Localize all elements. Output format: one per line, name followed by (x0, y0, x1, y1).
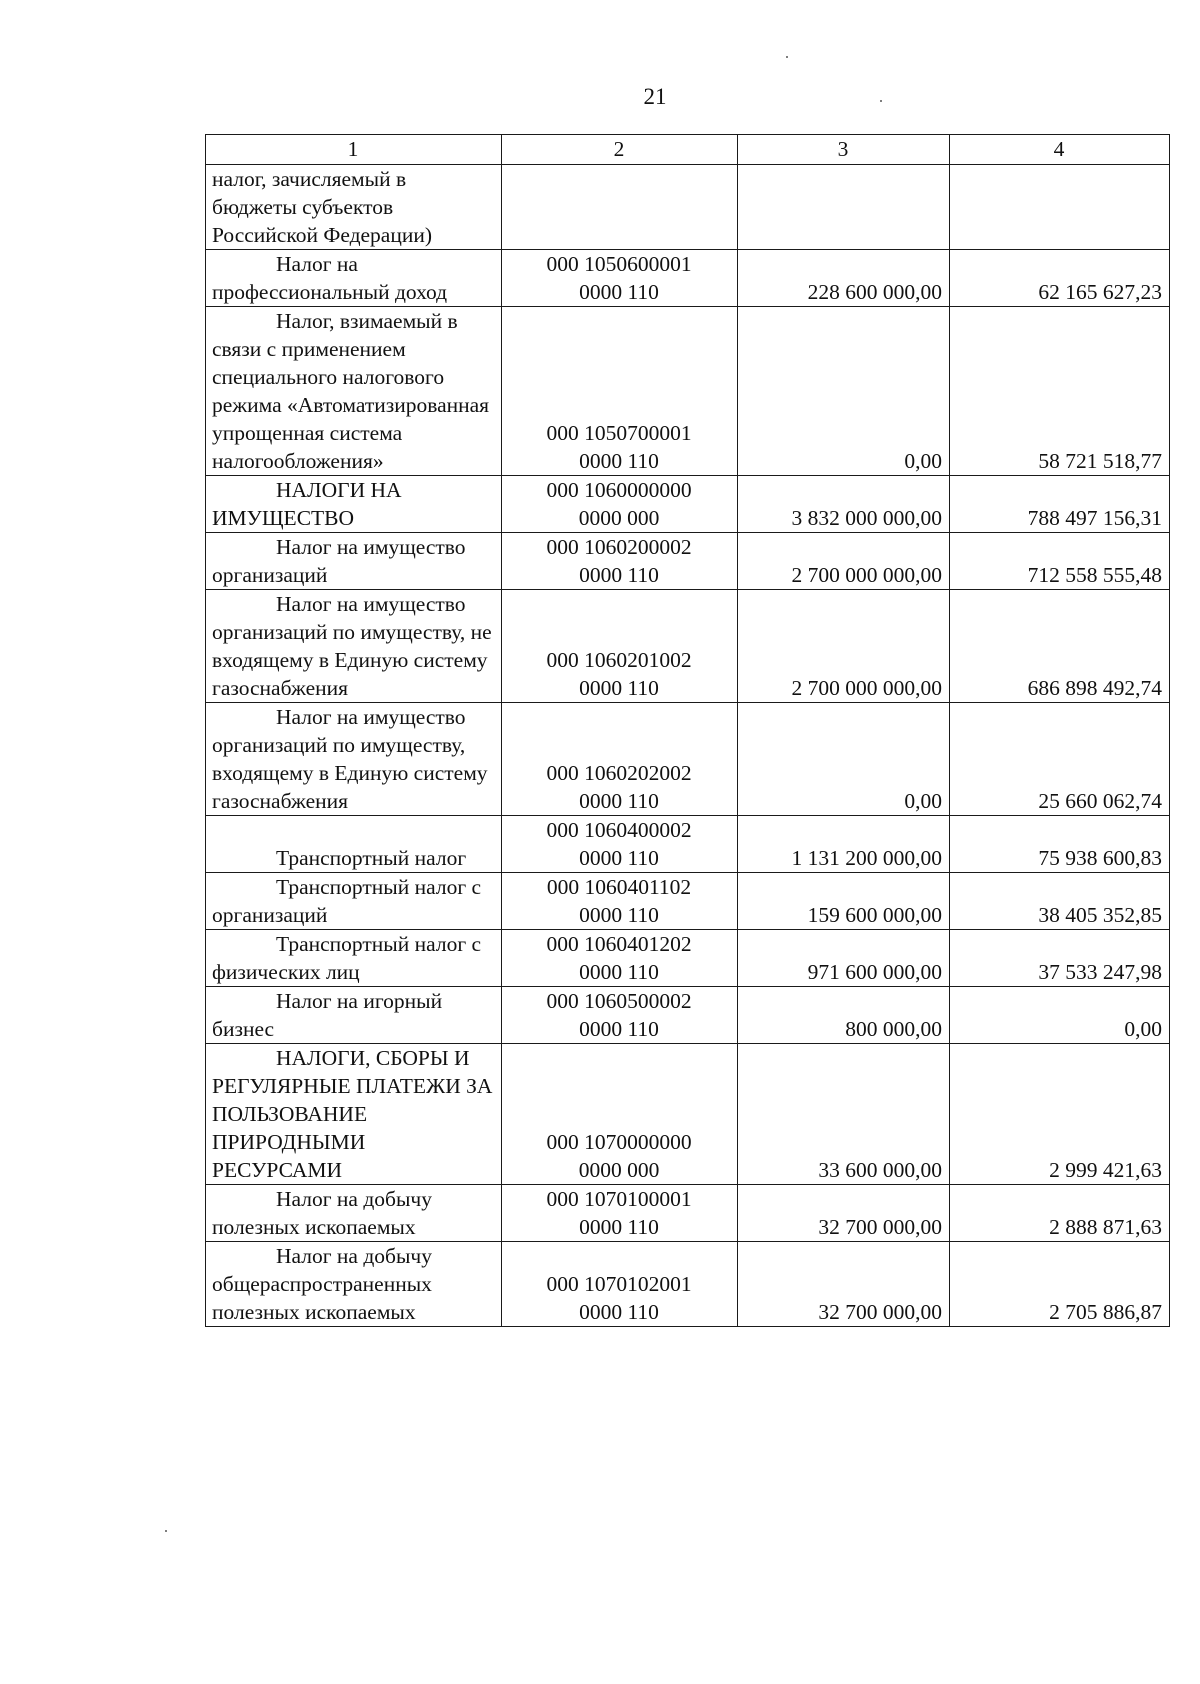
column-header-4: 4 (950, 135, 1170, 165)
table-row (206, 165, 1170, 250)
budget-table (205, 134, 1170, 1327)
row-name: Транспортный налог с организаций (206, 873, 502, 930)
row-code-line: 0000 110 (579, 563, 659, 587)
row-name: Налог на имущество организаций (206, 533, 502, 590)
row-actual-value: 2 705 886,87 (950, 1242, 1170, 1327)
table-row (206, 930, 1170, 987)
row-code-line: 000 1070000000 (546, 1130, 692, 1154)
header-row (206, 135, 1170, 165)
table-row (206, 307, 1170, 476)
row-plan-value (738, 165, 950, 250)
row-code-line: 000 1060401102 (546, 875, 692, 899)
row-name: Налог на игорный бизнес (206, 987, 502, 1044)
row-actual-value: 38 405 352,85 (950, 873, 1170, 930)
row-actual-value: 2 999 421,63 (950, 1044, 1170, 1185)
row-actual-value: 788 497 156,31 (950, 476, 1170, 533)
row-code-line: 000 1050700001 (546, 421, 692, 445)
row-actual-value: 686 898 492,74 (950, 590, 1170, 703)
row-actual-value: 75 938 600,83 (950, 816, 1170, 873)
row-code (502, 873, 738, 930)
row-code-line: 0000 110 (579, 449, 659, 473)
row-actual-value: 58 721 518,77 (950, 307, 1170, 476)
table-row (206, 1044, 1170, 1185)
row-code-line: 0000 110 (579, 1300, 659, 1324)
row-code-line: 000 1060000000 (546, 478, 692, 502)
table-row (206, 873, 1170, 930)
row-actual-value: 25 660 062,74 (950, 703, 1170, 816)
row-plan-value: 228 600 000,00 (738, 250, 950, 307)
row-code (502, 250, 738, 307)
row-code (502, 476, 738, 533)
row-code-line: 000 1060201002 (546, 648, 692, 672)
table-row (206, 1242, 1170, 1327)
table-row (206, 816, 1170, 873)
row-code-line: 0000 000 (578, 1158, 660, 1182)
row-plan-value: 0,00 (738, 703, 950, 816)
page-number: 21 (643, 84, 667, 109)
row-plan-value: 1 131 200 000,00 (738, 816, 950, 873)
row-code (502, 816, 738, 873)
row-code-line: 0000 110 (579, 789, 659, 813)
row-code-line: 000 1060401202 (546, 932, 692, 956)
row-plan-value: 800 000,00 (738, 987, 950, 1044)
table-row (206, 476, 1170, 533)
row-code-line: 0000 110 (579, 1017, 659, 1041)
row-code-line: 000 1070102001 (546, 1272, 692, 1296)
row-name: НАЛОГИ, СБОРЫ И РЕГУЛЯРНЫЕ ПЛАТЕЖИ ЗА ПОЛЬЗОВАНИЕ ПРИРОДНЫМИ РЕСУРСАМИ (206, 1044, 502, 1185)
row-code-line: 000 1060200002 (546, 535, 692, 559)
row-code-line: 000 1060202002 (546, 761, 692, 785)
scan-speck (880, 100, 882, 102)
row-code-line: 0000 110 (579, 1215, 659, 1239)
row-plan-value: 3 832 000 000,00 (738, 476, 950, 533)
row-plan-value: 971 600 000,00 (738, 930, 950, 987)
table-row (206, 590, 1170, 703)
row-code-line: 0000 110 (579, 280, 659, 304)
table-row (206, 703, 1170, 816)
row-code (502, 987, 738, 1044)
row-name: Налог на добычу полезных ископаемых (206, 1185, 502, 1242)
row-code (502, 533, 738, 590)
column-header-1: 1 (206, 135, 502, 165)
row-name: НАЛОГИ НА ИМУЩЕСТВО (206, 476, 502, 533)
row-code (502, 307, 738, 476)
row-code (502, 930, 738, 987)
row-code-line: 0000 110 (579, 903, 659, 927)
table-row (206, 1185, 1170, 1242)
row-code (502, 1044, 738, 1185)
table-row (206, 533, 1170, 590)
row-plan-value: 32 700 000,00 (738, 1185, 950, 1242)
row-actual-value: 712 558 555,48 (950, 533, 1170, 590)
row-plan-value: 2 700 000 000,00 (738, 533, 950, 590)
row-code-line: 000 1060500002 (546, 989, 692, 1013)
row-name: Налог на профессиональный доход (206, 250, 502, 307)
table-row (206, 987, 1170, 1044)
row-code-line: 0000 110 (579, 960, 659, 984)
row-name: Транспортный налог с физических лиц (206, 930, 502, 987)
row-actual-value: 37 533 247,98 (950, 930, 1170, 987)
row-actual-value (950, 165, 1170, 250)
row-name: Налог на имущество организаций по имуществу, не входящему в Единую систему газоснабжения (206, 590, 502, 703)
row-name: Налог на добычу общераспространенных полезных ископаемых (206, 1242, 502, 1327)
row-name: Налог, взимаемый в связи с применением специального налогового режима «Автоматизированная упрощенная система налогообложения» (206, 307, 502, 476)
row-actual-value: 0,00 (950, 987, 1170, 1044)
row-code-line: 0000 110 (579, 846, 659, 870)
row-name: Транспортный налог (206, 816, 502, 873)
row-code (502, 1185, 738, 1242)
row-code (502, 703, 738, 816)
scan-speck (165, 1530, 167, 1532)
row-code (502, 165, 738, 250)
row-plan-value: 0,00 (738, 307, 950, 476)
scan-speck (786, 56, 788, 58)
column-header-3: 3 (738, 135, 950, 165)
row-plan-value: 33 600 000,00 (738, 1044, 950, 1185)
row-code-line: 0000 000 (578, 506, 660, 530)
row-plan-value: 2 700 000 000,00 (738, 590, 950, 703)
row-code-line: 000 1050600001 (546, 252, 692, 276)
row-code (502, 590, 738, 703)
row-plan-value: 32 700 000,00 (738, 1242, 950, 1327)
row-name: налог, зачисляемый в бюджеты субъектов Российской Федерации) (206, 165, 502, 250)
column-header-2: 2 (502, 135, 738, 165)
row-actual-value: 2 888 871,63 (950, 1185, 1170, 1242)
table-row (206, 250, 1170, 307)
row-actual-value: 62 165 627,23 (950, 250, 1170, 307)
row-code-line: 0000 110 (579, 676, 659, 700)
row-code-line: 000 1060400002 (546, 818, 692, 842)
row-plan-value: 159 600 000,00 (738, 873, 950, 930)
row-code-line: 000 1070100001 (546, 1187, 692, 1211)
row-code (502, 1242, 738, 1327)
row-name: Налог на имущество организаций по имуществу, входящему в Единую систему газоснабжения (206, 703, 502, 816)
